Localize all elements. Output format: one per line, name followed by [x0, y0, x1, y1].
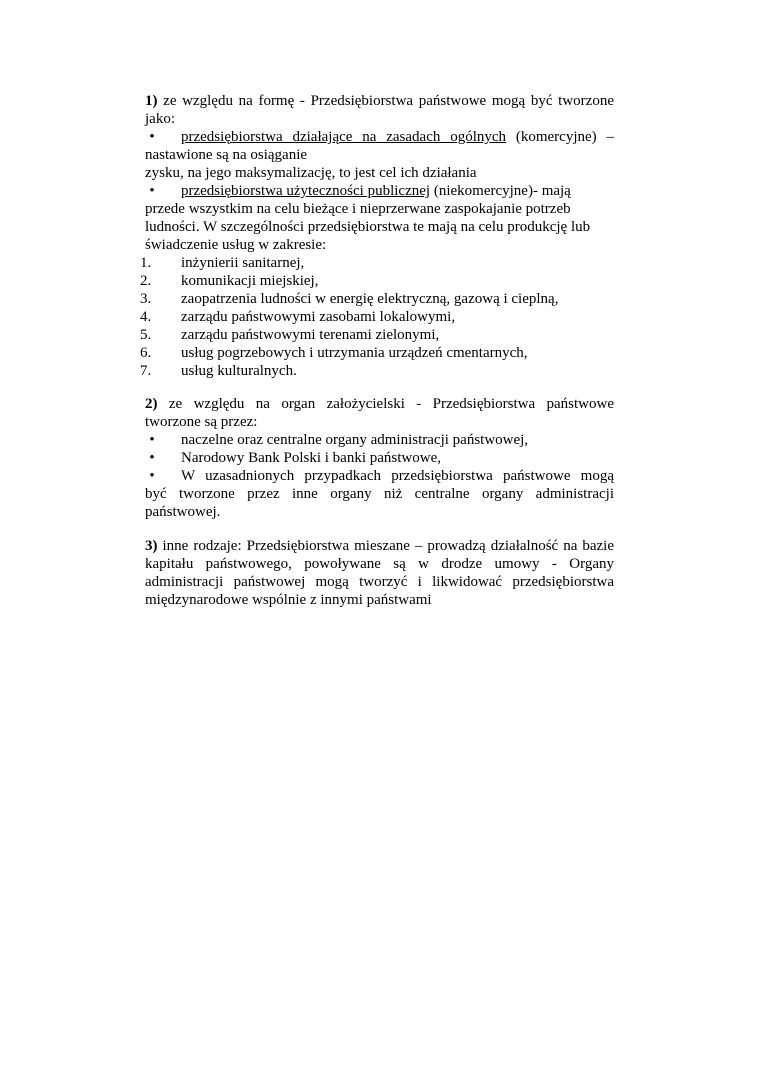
sec1-line-4: nastawione są na osiąganie	[145, 147, 308, 163]
bullet-icon: •	[149, 432, 155, 448]
sec3-number: 3)	[145, 538, 158, 554]
list-item-number: 2.	[140, 273, 152, 289]
sec3-line-1: 3) inne rodzaje: Przedsiębiorstwa mieszane – prowadzą działalność na bazie	[145, 538, 614, 554]
list-item: usług pogrzebowych i utrzymania urządzeń cmentarnych,	[181, 345, 528, 361]
list-item: komunikacji miejskiej,	[181, 273, 319, 289]
sec2-line-7: państwowej.	[145, 504, 221, 520]
sec1-line-1: 1) ze względu na formę - Przedsiębiorstwa państwowe mogą być tworzone	[145, 93, 614, 109]
list-item-number: 1.	[140, 255, 152, 271]
sec2-line-6: być tworzone przez inne organy niż centralne organy administracji	[145, 486, 614, 502]
list-item-number: 6.	[140, 345, 152, 361]
sec2-number: 2)	[145, 396, 158, 412]
sec2-bullet-2: Narodowy Bank Polski i banki państwowe,	[181, 450, 441, 466]
list-item: zarządu państwowymi terenami zielonymi,	[181, 327, 440, 343]
list-item: zaopatrzenia ludności w energię elektryczną, gazową i cieplną,	[181, 291, 559, 307]
sec2-bullet-1: naczelne oraz centralne organy administracji państwowej,	[181, 432, 529, 448]
sec1-bullet-1: przedsiębiorstwa działające na zasadach ogólnych (komercyjne) –	[181, 129, 614, 145]
sec1-number: 1)	[145, 93, 158, 109]
list-item-number: 5.	[140, 327, 152, 343]
sec3-line-3: administracji państwowej mogą tworzyć i likwidować przedsiębiorstwa	[145, 574, 614, 590]
sec1-bullet-2-underlined: przedsiębiorstwa użyteczności publicznej	[181, 183, 431, 199]
bullet-icon: •	[149, 129, 155, 145]
sec1-line-2: jako:	[145, 111, 175, 127]
bullet-icon: •	[149, 468, 155, 484]
sec1-line-5: zysku, na jego maksymalizację, to jest cel ich działania	[145, 165, 477, 181]
list-item: inżynierii sanitarnej,	[181, 255, 305, 271]
sec1-bullet-2: przedsiębiorstwa użyteczności publicznej (niekomercyjne)- mają	[181, 183, 571, 199]
sec1-line-7: przede wszystkim na celu bieżące i nieprzerwane zaspokajanie potrzeb	[145, 201, 571, 217]
list-item-number: 4.	[140, 309, 152, 325]
sec1-line-8: ludności. W szczególności przedsiębiorstwa te mają na celu produkcję lub	[145, 219, 591, 235]
list-item-number: 7.	[140, 363, 152, 379]
sec2-bullet-3: W uzasadnionych przypadkach przedsiębiorstwa państwowe mogą	[181, 468, 614, 484]
bullet-icon: •	[149, 183, 155, 199]
list-item: zarządu państwowymi zasobami lokalowymi,	[181, 309, 456, 325]
sec1-bullet-1-underlined: przedsiębiorstwa działające na zasadach ogólnych	[181, 129, 507, 145]
list-item-number: 3.	[140, 291, 152, 307]
sec3-line-2: kapitału państwowego, powoływane są w drodze umowy - Organy	[145, 556, 614, 572]
sec2-line-1: 2) ze względu na organ założycielski - Przedsiębiorstwa państwowe	[145, 396, 614, 412]
bullet-icon: •	[149, 450, 155, 466]
sec3-line-4: międzynarodowe wspólnie z innymi państwami	[145, 592, 432, 608]
sec2-line-2: tworzone są przez:	[145, 414, 258, 430]
list-item: usług kulturalnych.	[181, 363, 297, 379]
sec1-line-9: świadczenie usług w zakresie:	[145, 237, 327, 253]
